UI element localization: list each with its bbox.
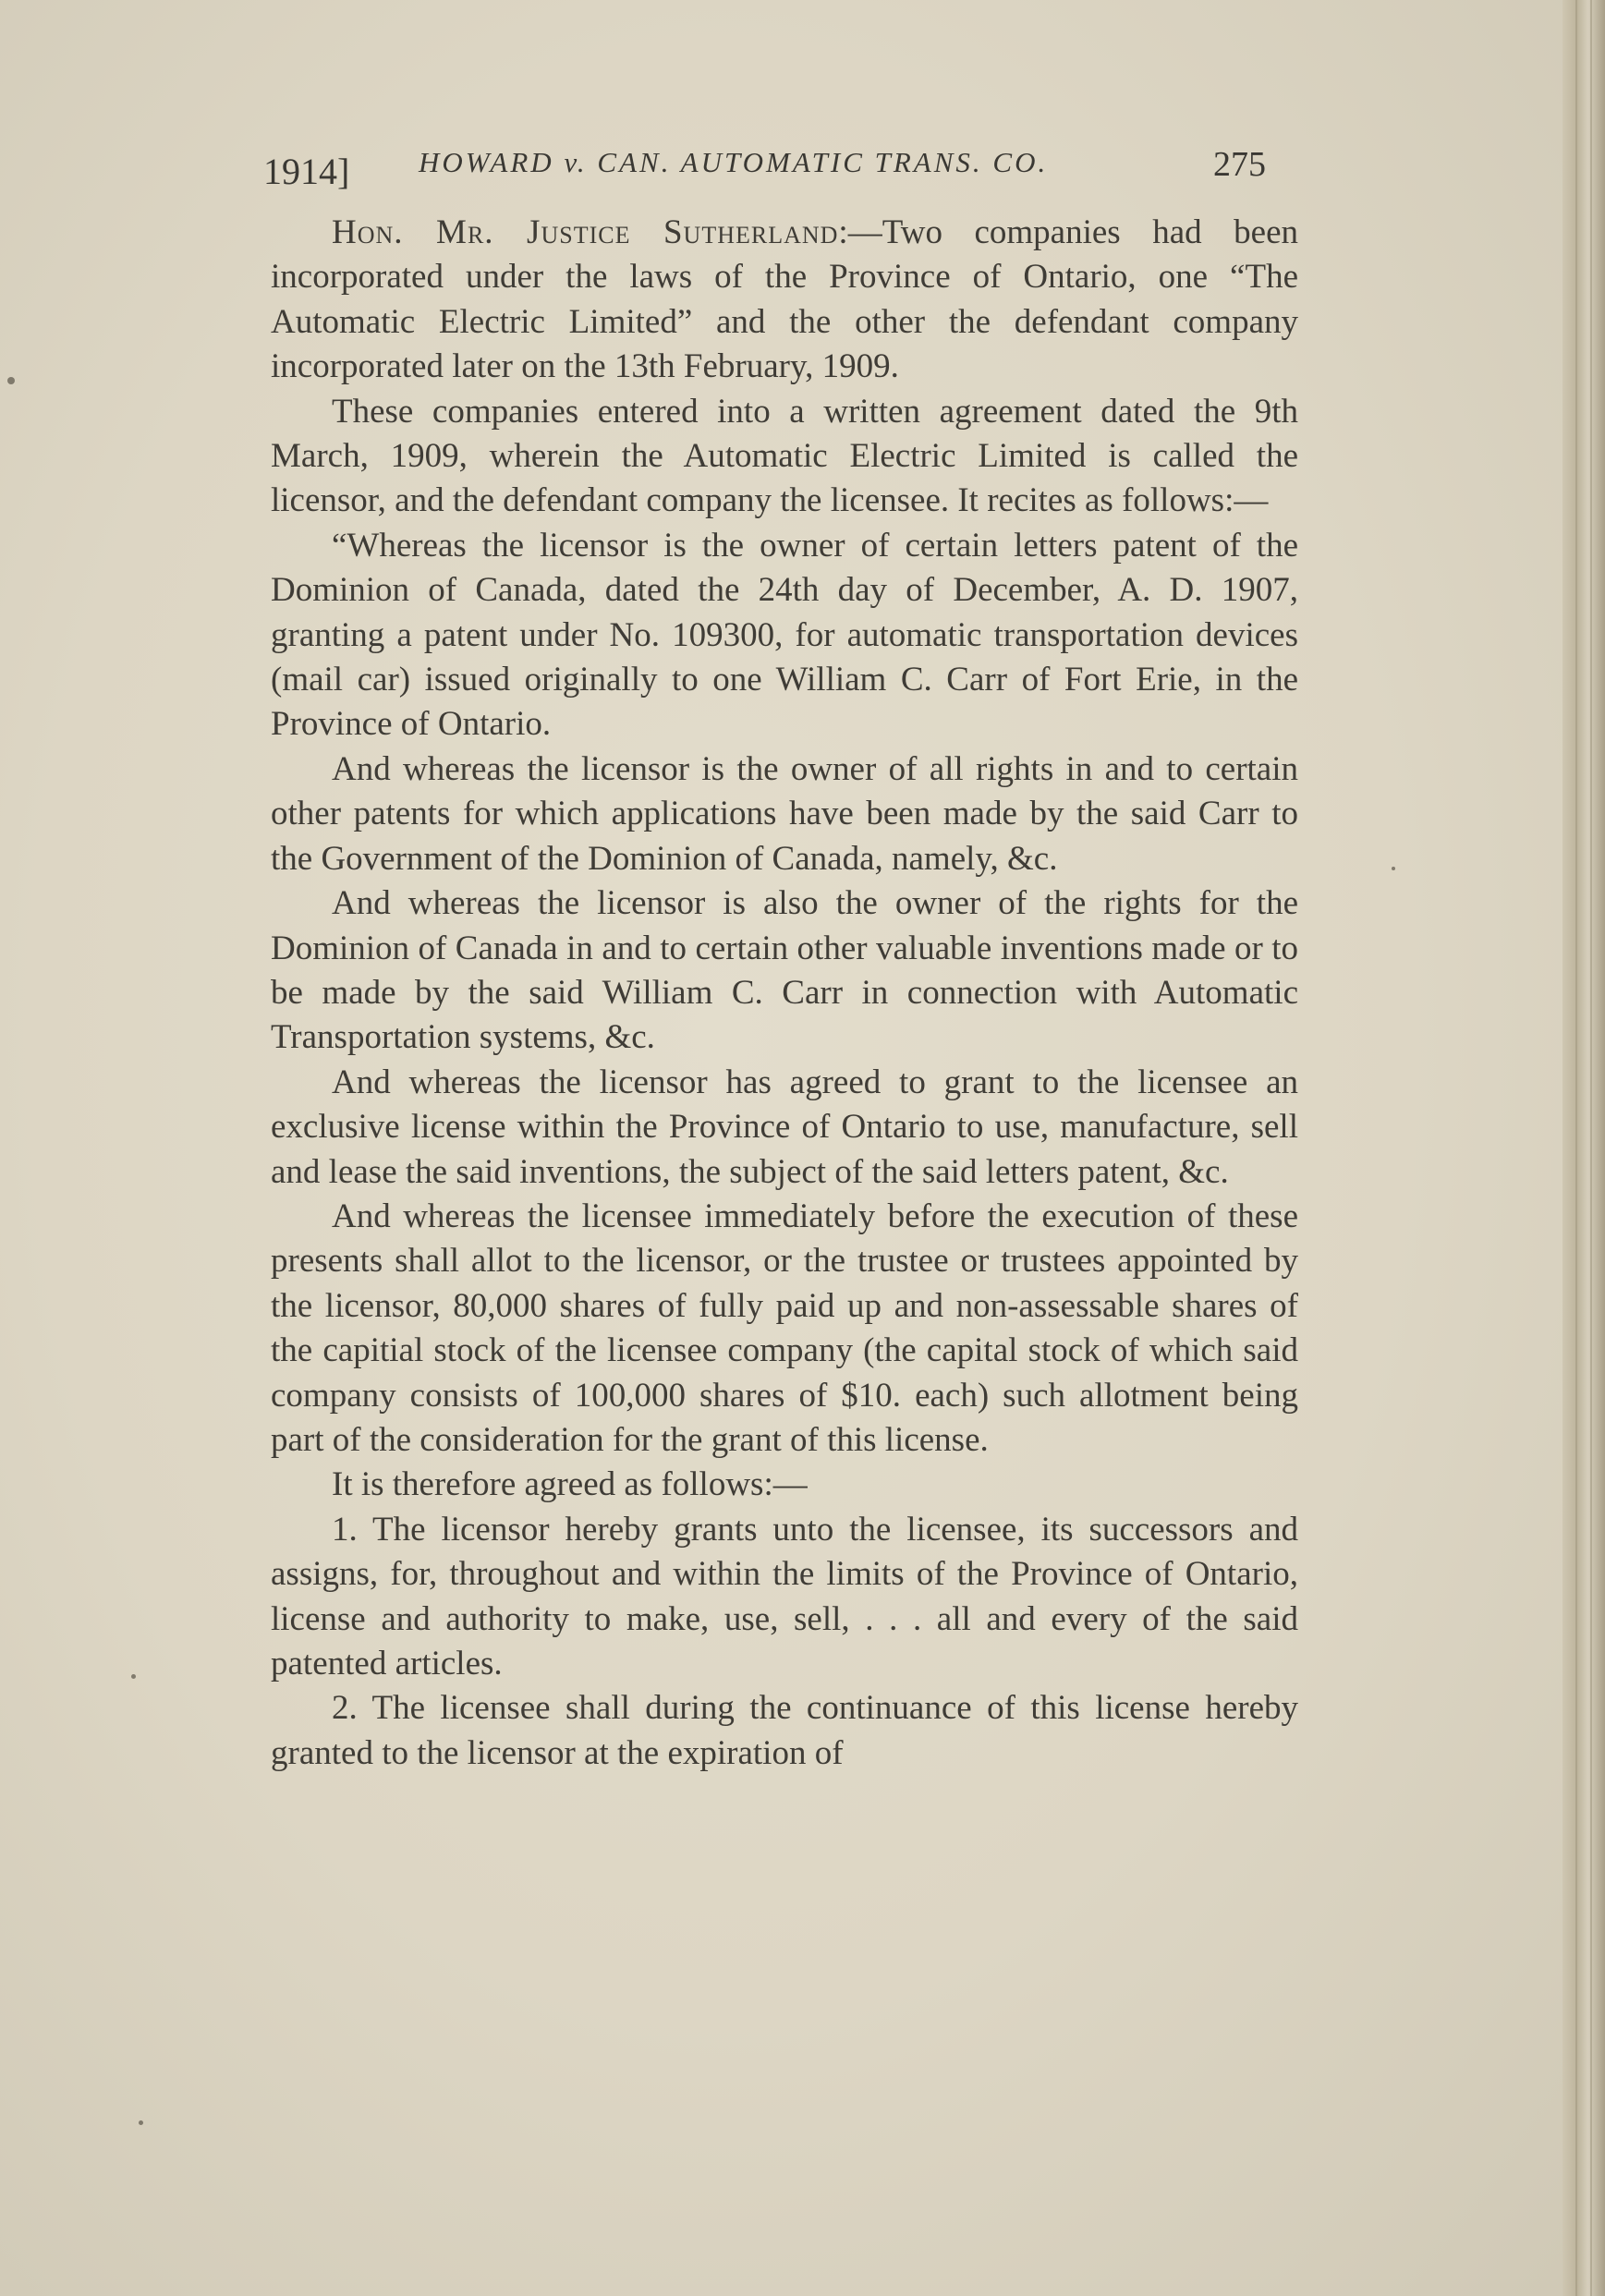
judge-opening-text: :—Two companies had been incorporated under the laws of the Province of Ontario, one “The Automatic Electric Limited” and the other the defendant company incorporated later on the 13th February, 1909. xyxy=(271,213,1298,386)
scan-speck xyxy=(7,377,15,384)
page-number: 275 xyxy=(1213,145,1266,184)
judge-name: Hon. Mr. Justice Sutherland xyxy=(332,213,839,251)
paragraph: These companies entered into a written agreement dated the 9th March, 1909, wherein the Automatic Electric Limited is called the licensor, and the defendant company the licensee. It recites as follows:— xyxy=(271,392,1298,520)
header-running-title: HOWARD v. CAN. AUTOMATIC TRANS. CO. xyxy=(419,146,1049,178)
scan-speck xyxy=(139,2120,143,2125)
paragraph: It is therefore agreed as follows:— xyxy=(332,1465,808,1504)
running-header xyxy=(263,140,1280,196)
paragraph: “Whereas the licensor is the owner of certain letters patent of the Dominion of Canada, dated the 24th day of December, A. D. 1907, granting a patent under No. 109300, for automatic transportation devices (mail car) issued originally to one William C. Carr of Fort Erie, in the Province of Ontario. xyxy=(271,526,1298,744)
header-year: 1914] xyxy=(263,151,350,192)
page-edge-shadow xyxy=(1562,0,1605,2296)
paragraph xyxy=(271,211,1298,390)
page-edge-line xyxy=(1590,0,1592,2296)
page-edge-line xyxy=(1575,0,1577,2296)
paragraph: And whereas the licensor is the owner of all rights in and to certain other patents for which applications have been made by the said Carr to the Government of the Dominion of Canada, namely, &c. xyxy=(271,749,1298,878)
paragraph: 1. The licensor hereby grants unto the licensee, its successors and assigns, for, throughout and within the limits of the Province of Ontario, license and authority to make, use, sell, . . . all and every of the said patented articles. xyxy=(271,1510,1298,1683)
paragraph: 2. The licensee shall during the continuance of this license hereby granted to the licensor at the expiration of xyxy=(271,1689,1298,1772)
paragraph: And whereas the licensor has agreed to grant to the licensee an exclusive license within the Province of Ontario to use, manufacture, sell and lease the said inventions, the subject of the said letters patent, &c. xyxy=(271,1063,1298,1191)
paragraph: And whereas the licensor is also the owner of the rights for the Dominion of Canada in and to certain other valuable inventions made or to be made by the said William C. Carr in connection with Automatic Transportation systems, &c. xyxy=(271,884,1298,1057)
scan-speck xyxy=(131,1674,136,1679)
scan-speck xyxy=(1392,867,1395,870)
paragraph: And whereas the licensee immediately before the execution of these presents shall allot to the licensor, or the trustee or trustees appointed by the licensor, 80,000 shares of fully paid up and non-assessable shares of the capitial stock of the licensee company (the capital stock of which said company consists of 100,000 shares of $10. each) such allotment being part of the consideration for the grant of this license. xyxy=(271,1197,1298,1459)
body-text xyxy=(271,211,1298,1776)
